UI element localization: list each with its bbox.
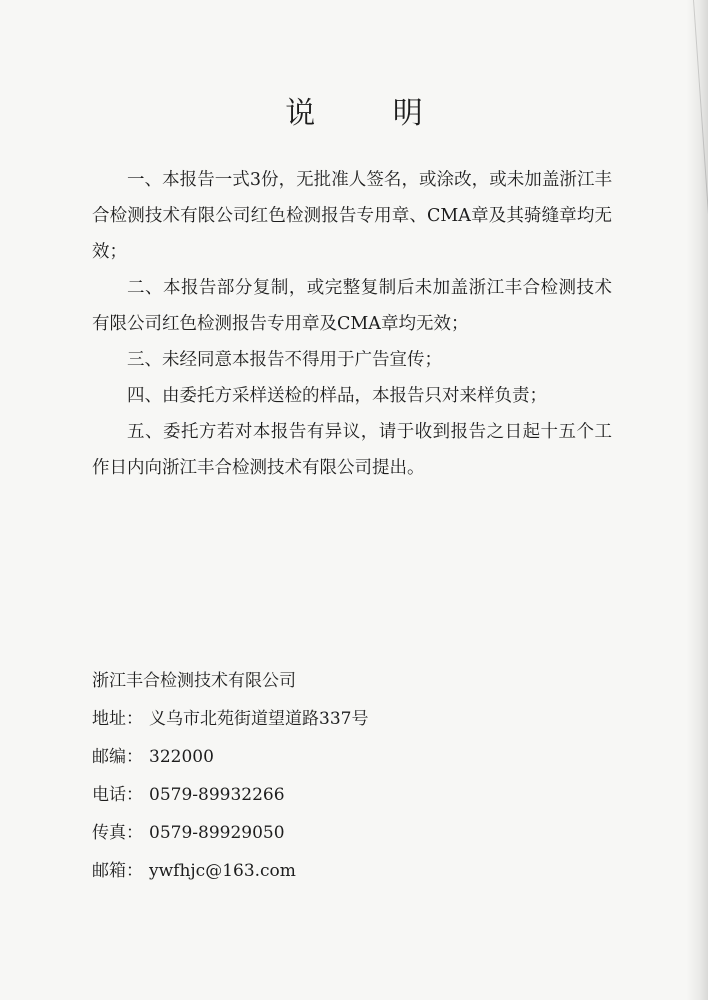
note-item-3: 三、未经同意本报告不得用于广告宣传； bbox=[127, 350, 442, 370]
fax-label: 传真： bbox=[92, 823, 143, 843]
phone-label: 电话： bbox=[92, 785, 143, 805]
notes-list bbox=[92, 162, 612, 486]
postcode-value: 322000 bbox=[149, 747, 214, 767]
document-title: 说 明 bbox=[285, 96, 457, 131]
fax-value: 0579-89929050 bbox=[149, 823, 285, 843]
postcode-line bbox=[92, 738, 612, 776]
address-value: 义乌市北苑街道望道路337号 bbox=[149, 709, 369, 729]
email-line bbox=[92, 852, 612, 890]
email-label: 邮箱： bbox=[92, 861, 143, 881]
note-item-4: 四、由委托方采样送检的样品，本报告只对来样负责； bbox=[127, 386, 547, 406]
address-line bbox=[92, 700, 612, 738]
company-name: 浙江丰合检测技术有限公司 bbox=[92, 671, 296, 691]
phone-line bbox=[92, 776, 612, 814]
note-item-2: 二、本报告部分复制，或完整复制后未加盖浙江丰合检测技术有限公司红色检测报告专用章及CMA章均无效； bbox=[92, 278, 612, 334]
postcode-label: 邮编： bbox=[92, 747, 143, 767]
address-label: 地址： bbox=[92, 709, 143, 729]
fax-line bbox=[92, 814, 612, 852]
email-value: ywfhjc@163.com bbox=[149, 861, 296, 881]
note-item-5: 五、委托方若对本报告有异议，请于收到报告之日起十五个工作日内向浙江丰合检测技术有限公司提出。 bbox=[92, 422, 612, 478]
phone-value: 0579-89932266 bbox=[149, 785, 285, 805]
company-contact-block bbox=[92, 662, 612, 890]
note-item-1: 一、本报告一式3份，无批准人签名，或涂改，或未加盖浙江丰合检测技术有限公司红色检测报告专用章、CMA章及其骑缝章均无效； bbox=[92, 170, 612, 262]
scan-edge-shadow bbox=[686, 0, 708, 1000]
